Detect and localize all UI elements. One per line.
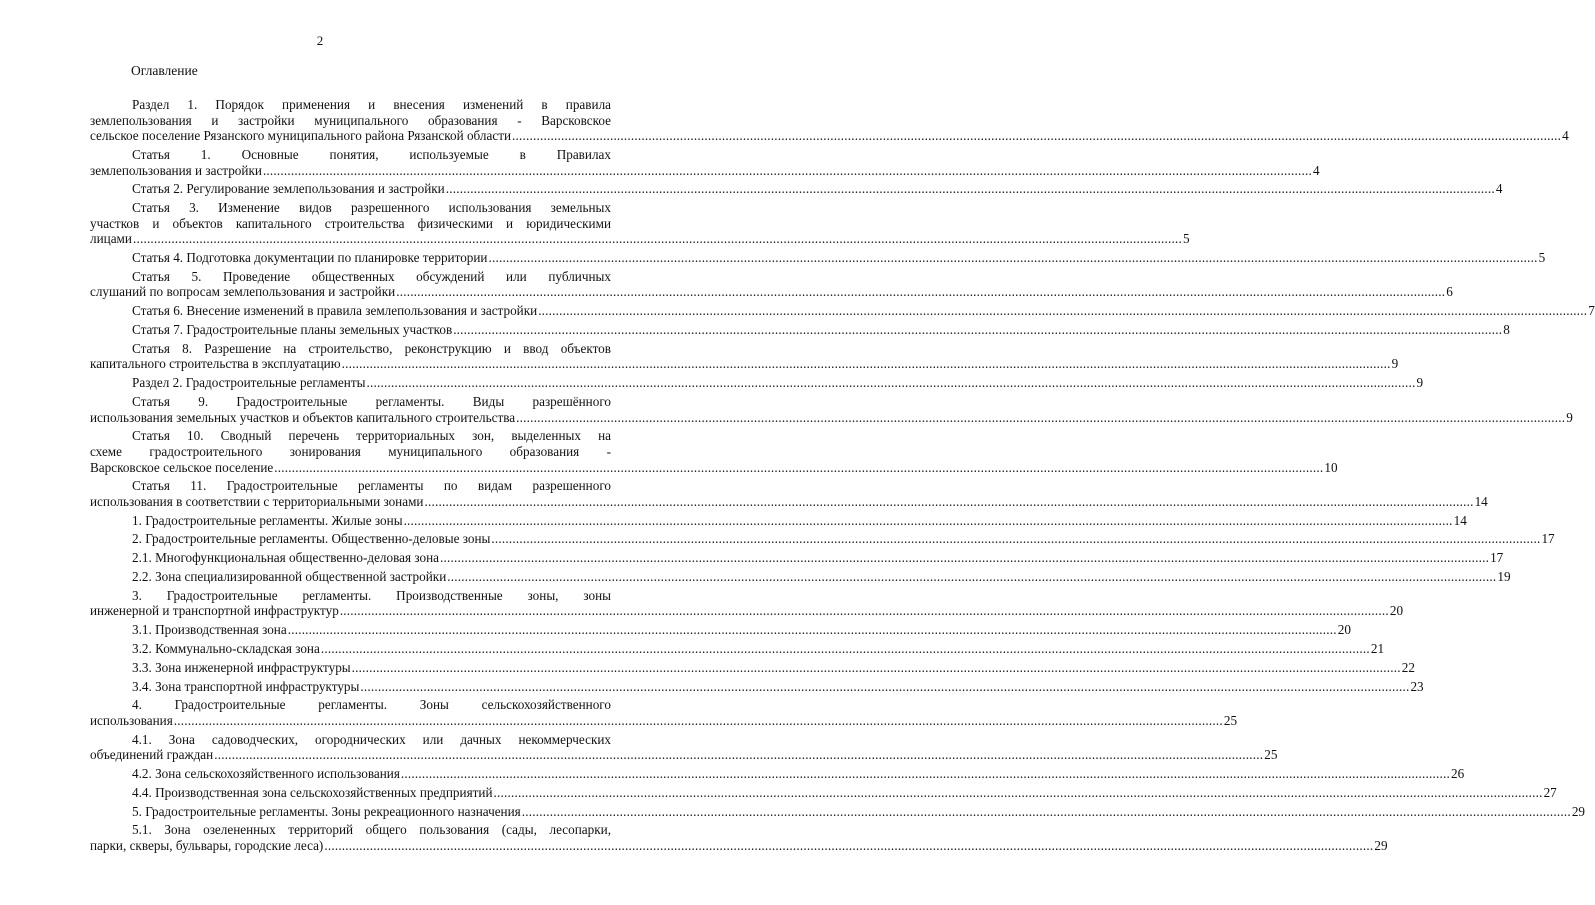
toc-page-number: 29 <box>1374 838 1388 853</box>
toc-entry-line: Статья 11. Градостроительные регламенты по видам разрешенного <box>132 478 611 494</box>
toc-page-number: 27 <box>1543 784 1557 800</box>
toc-entry[interactable] <box>90 784 1557 801</box>
toc-entry-text: лицами <box>90 231 132 247</box>
dot-leader: ............................................................................................................................................................................................................................................................................................................ <box>445 181 1495 197</box>
toc-entry-text: Статья 4. Подготовка документации по планировке территории <box>132 250 488 266</box>
toc-entry-line: Статья 1. Основные понятия, используемые в Правилах <box>132 146 611 162</box>
toc-page-number: 14 <box>1474 493 1488 509</box>
toc-page-number: 21 <box>1370 640 1385 656</box>
toc-page-number: 25 <box>1264 747 1278 763</box>
toc-entry[interactable] <box>90 375 1424 391</box>
toc-page-number: 4 <box>1313 162 1320 178</box>
toc-entry[interactable] <box>90 531 1555 547</box>
toc-entry-text: использования земельных участков и объектов капитального строительства <box>90 409 516 425</box>
toc-entry[interactable] <box>90 640 1385 657</box>
toc-entry-line: 3. Градостроительные регламенты. Производственные зоны, зоны <box>132 587 611 603</box>
toc-entry-text: 1. Градостроительные регламенты. Жилые зоны <box>132 512 403 528</box>
toc-page-number: 17 <box>1490 550 1504 566</box>
toc-entry-line: Статья 8. Разрешение на строительство, реконструкцию и ввод объектов <box>132 340 611 356</box>
toc-entry[interactable] <box>90 181 1503 197</box>
toc-entry-text: 5. Градостроительные регламенты. Зоны рекреационного назначения <box>132 803 521 819</box>
toc-entry[interactable] <box>90 303 1595 319</box>
dot-leader: ............................................................................................................................................................................................................................................................................................................ <box>538 303 1588 319</box>
toc-entry[interactable] <box>90 146 1320 178</box>
dot-leader: ............................................................................................................................................................................................................................................................................................................ <box>521 803 1571 819</box>
toc-entry[interactable] <box>90 766 1465 782</box>
dot-leader: ............................................................................................................................................................................................................................................................................................................ <box>516 409 1566 425</box>
toc-page-number: 17 <box>1541 531 1555 547</box>
toc-entry-line: землепользования и застройки муниципального образования - Варсковское <box>90 112 611 128</box>
toc-entry[interactable] <box>90 250 1546 266</box>
toc-entry-text: 2.2. Зона специализированной общественной застройки <box>132 569 447 585</box>
toc-page-number: 8 <box>1503 322 1510 338</box>
toc-entry-text: Раздел 2. Градостроительные регламенты <box>132 375 366 391</box>
dot-leader: ............................................................................................................................................................................................................................................................................................................ <box>440 550 1490 566</box>
toc-page-number: 5 <box>1538 250 1546 266</box>
toc-page-number: 22 <box>1401 659 1415 675</box>
toc-entry[interactable] <box>90 659 1415 676</box>
toc-entry-text: сельское поселение Рязанского муниципального района Рязанской области <box>90 128 512 144</box>
dot-leader: ............................................................................................................................................................................................................................................................................................................ <box>366 375 1416 391</box>
toc-page-number: 29 <box>1571 803 1585 819</box>
toc-page-number: 26 <box>1450 766 1465 782</box>
dot-leader: ............................................................................................................................................................................................................................................................................................................ <box>447 569 1497 585</box>
toc-entry-text: 2.1. Многофункциональная общественно-деловая зона <box>132 550 440 566</box>
toc-page-number: 7 <box>1588 303 1595 319</box>
toc-entry-text: землепользования и застройки <box>90 162 262 178</box>
toc-page-number: 9 <box>1416 375 1424 391</box>
toc-entry[interactable] <box>90 268 1453 300</box>
toc-entry[interactable] <box>90 200 1190 247</box>
toc-entry[interactable] <box>90 678 1424 695</box>
dot-leader: ............................................................................................................................................................................................................................................................................................................ <box>491 531 1541 547</box>
toc-entry-line: Статья 5. Проведение общественных обсуждений или публичных <box>132 268 611 284</box>
toc-entry[interactable] <box>90 550 1504 566</box>
toc-entry-line: Раздел 1. Порядок применения и внесения изменений в правила <box>132 97 611 112</box>
toc-entry-text: Статья 7. Градостроительные планы земельных участков <box>132 322 453 338</box>
toc-entry-line: участков и объектов капитального строительства физическими и юридическими <box>90 215 611 231</box>
toc-page-number: 9 <box>1391 356 1399 372</box>
toc-entry-text: парки, скверы, бульвары, городские леса) <box>90 838 324 853</box>
dot-leader: ............................................................................................................................................................................................................................................................................................................ <box>360 678 1410 694</box>
dot-leader: ............................................................................................................................................................................................................................................................................................................ <box>320 640 1370 656</box>
page-number: 2 <box>316 33 324 48</box>
toc-entry-text: 4.4. Производственная зона сельскохозяйственных предприятий <box>132 784 493 800</box>
toc-entry[interactable] <box>90 322 1510 338</box>
dot-leader: ............................................................................................................................................................................................................................................................................................................ <box>403 512 1453 528</box>
toc-entry[interactable] <box>90 822 1388 853</box>
toc-page-number: 20 <box>1337 622 1351 638</box>
toc-title: Оглавление <box>131 63 198 78</box>
toc-page-number: 4 <box>1562 128 1569 144</box>
toc-entry[interactable] <box>90 512 1467 529</box>
toc-entry[interactable] <box>90 731 1278 763</box>
toc-entry-text: 3.1. Производственная зона <box>132 622 287 638</box>
toc-entry[interactable] <box>90 569 1511 585</box>
toc-entry-text: объединений граждан <box>90 747 214 763</box>
toc-entry-text: Статья 2. Регулирование землепользования и застройки <box>132 181 445 197</box>
dot-leader: ............................................................................................................................................................................................................................................................................................................ <box>262 162 1312 178</box>
toc-entry-text: Статья 6. Внесение изменений в правила землепользования и застройки <box>132 303 538 319</box>
toc-entry-text: 4.2. Зона сельскохозяйственного использования <box>132 766 400 782</box>
toc-entry-text: использования в соответствии с территориальными зонами <box>90 493 424 509</box>
toc-entry[interactable] <box>90 587 1404 619</box>
toc-entry-text: 3.3. Зона инженерной инфраструктуры <box>132 659 351 675</box>
toc-page-number: 9 <box>1566 409 1573 425</box>
toc-entry-line: схеме градостроительного зонирования муниципального образования - <box>90 443 611 459</box>
toc-entry-text: 2. Градостроительные регламенты. Общественно-деловые зоны <box>132 531 491 547</box>
toc-entry-line: 4.1. Зона садоводческих, огороднических или дачных некоммерческих <box>132 731 611 747</box>
toc-page-number: 5 <box>1183 231 1190 247</box>
toc-entry[interactable] <box>90 393 1573 425</box>
dot-leader: ............................................................................................................................................................................................................................................................................................................ <box>339 603 1389 619</box>
toc-page-number: 14 <box>1453 512 1467 528</box>
toc-entry-text: Варсковское сельское поселение <box>90 459 274 475</box>
dot-leader: ............................................................................................................................................................................................................................................................................................................ <box>214 747 1264 763</box>
toc-page-number: 25 <box>1223 712 1238 728</box>
toc-entry-text: использования <box>90 712 173 728</box>
toc-entry-text: 3.2. Коммунально-складская зона <box>132 640 320 656</box>
dot-leader: ............................................................................................................................................................................................................................................................................................................ <box>324 838 1374 853</box>
toc-entry[interactable] <box>90 697 1238 728</box>
toc-entry[interactable] <box>90 340 1399 372</box>
dot-leader: ............................................................................................................................................................................................................................................................................................................ <box>453 322 1503 338</box>
dot-leader: ............................................................................................................................................................................................................................................................................................................ <box>493 784 1543 800</box>
toc-entry[interactable] <box>90 803 1585 820</box>
toc-entry-line: Статья 3. Изменение видов разрешенного использования земельных <box>132 200 611 216</box>
dot-leader: ............................................................................................................................................................................................................................................................................................................ <box>424 493 1474 509</box>
dot-leader: ............................................................................................................................................................................................................................................................................................................ <box>351 659 1401 675</box>
dot-leader: ............................................................................................................................................................................................................................................................................................................ <box>512 128 1562 144</box>
dot-leader: ............................................................................................................................................................................................................................................................................................................ <box>287 622 1337 638</box>
toc-entry-line: 5.1. Зона озелененных территорий общего пользования (сады, лесопарки, <box>132 822 611 838</box>
dot-leader: ............................................................................................................................................................................................................................................................................................................ <box>341 356 1391 372</box>
toc-entry-line: Статья 9. Градостроительные регламенты. Виды разрешённого <box>132 393 611 409</box>
toc-entry-line: Статья 10. Сводный перечень территориальных зон, выделенных на <box>132 428 611 444</box>
dot-leader: ............................................................................................................................................................................................................................................................................................................ <box>274 459 1324 475</box>
toc-entry[interactable] <box>90 97 1569 144</box>
toc-entry-text: слушаний по вопросам землепользования и застройки <box>90 284 396 300</box>
dot-leader: ............................................................................................................................................................................................................................................................................................................ <box>396 284 1446 300</box>
dot-leader: ............................................................................................................................................................................................................................................................................................................ <box>400 766 1450 782</box>
toc-entry-text: 3.4. Зона транспортной инфраструктуры <box>132 678 360 694</box>
toc-entry[interactable] <box>90 428 1338 475</box>
toc-page-number: 4 <box>1495 181 1503 197</box>
toc-page-number: 20 <box>1389 603 1404 619</box>
toc-entry-text: капитального строительства в эксплуатацию <box>90 356 341 372</box>
dot-leader: ............................................................................................................................................................................................................................................................................................................ <box>488 250 1538 266</box>
dot-leader: ............................................................................................................................................................................................................................................................................................................ <box>173 712 1223 728</box>
toc-entry-text: инженерной и транспортной инфраструктур <box>90 603 339 619</box>
toc-entry[interactable] <box>90 622 1351 638</box>
toc-page-number: 19 <box>1497 569 1511 585</box>
dot-leader: ............................................................................................................................................................................................................................................................................................................ <box>132 231 1183 247</box>
toc-page-number: 23 <box>1410 678 1424 694</box>
toc-page-number: 10 <box>1324 459 1338 475</box>
toc-page-number: 6 <box>1446 284 1453 300</box>
toc-entry-line: 4. Градостроительные регламенты. Зоны сельскохозяйственного <box>132 697 611 713</box>
table-of-contents <box>90 97 1595 857</box>
toc-entry[interactable] <box>90 478 1488 509</box>
